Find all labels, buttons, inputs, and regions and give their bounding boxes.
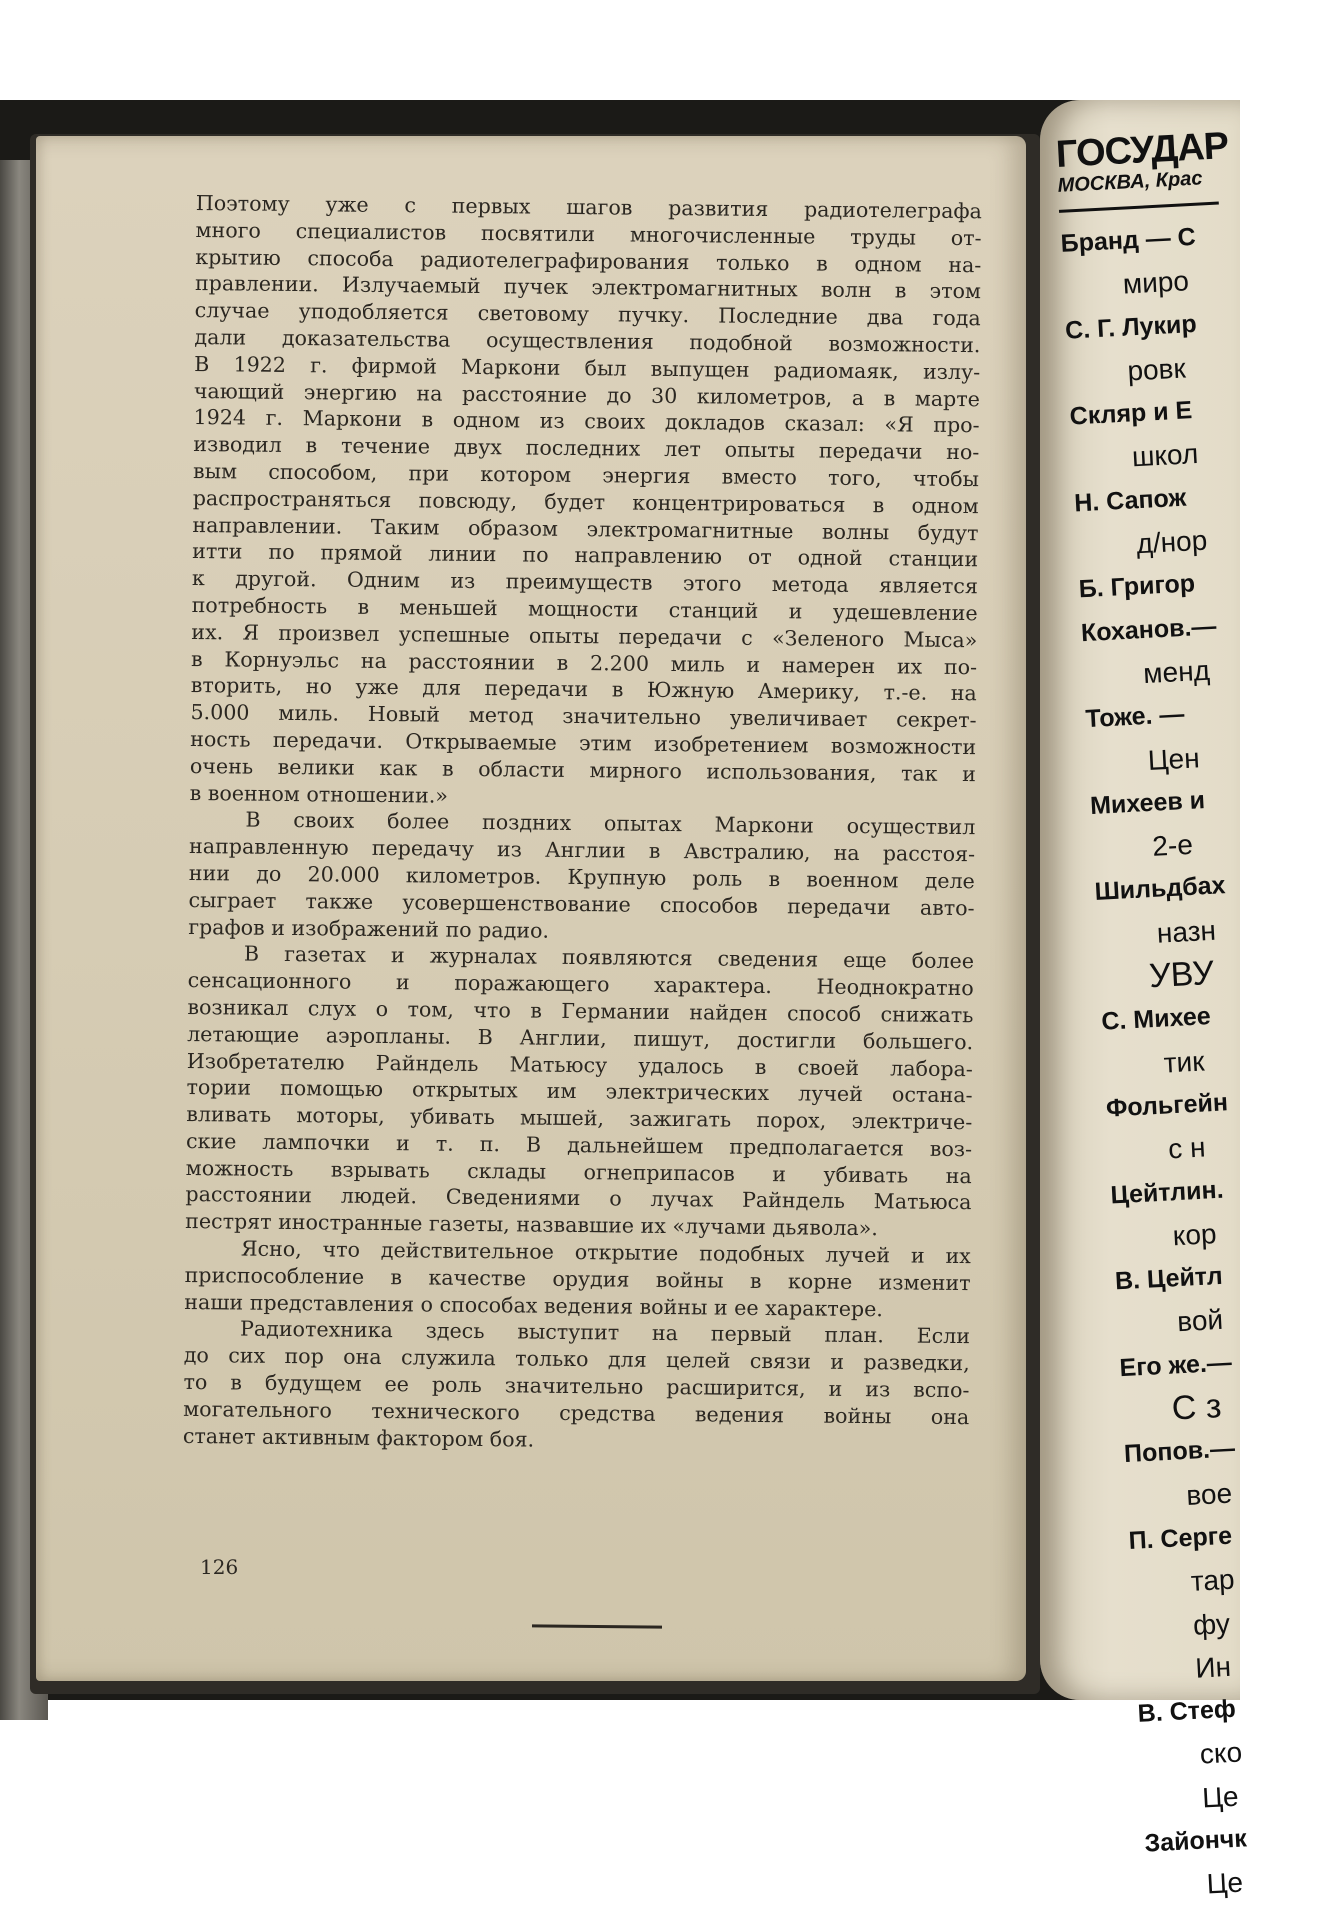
text-line: 5.000 миль. Новый метод значительно увеличивает секрет- xyxy=(190,700,977,733)
text-line: расстоянии людей. Сведениями о лучах Райндель Матьюса xyxy=(185,1182,972,1215)
ad-line: кор xyxy=(1171,1217,1218,1252)
text-line: ность передачи. Открываемые этим изобретением возможности xyxy=(190,726,977,760)
ad-line: Ин xyxy=(1194,1650,1232,1684)
text-line: итти по прямой линии по направлению от одной станции xyxy=(192,539,979,572)
ad-line: Его же.— xyxy=(1118,1348,1233,1383)
ad-line: Скляр и Е xyxy=(1069,396,1193,431)
text-line: в военном отношении.» xyxy=(189,780,449,808)
ad-line: тик xyxy=(1162,1045,1206,1079)
ad-line: вой xyxy=(1176,1304,1224,1338)
text-line: к другой. Одним из преимуществ этого метода является xyxy=(191,566,979,599)
text-line: крытию способа радиотелеграфирования только в одном на- xyxy=(195,244,982,277)
ad-header: ГОСУДАР xyxy=(1054,124,1230,176)
text-line: в Корнуэльс на расстоянии в 2.200 миль и намерен их по- xyxy=(190,646,978,679)
ad-line: Фольгейн xyxy=(1105,1088,1229,1123)
ad-line: Цен xyxy=(1147,741,1201,776)
ad-line: вое xyxy=(1185,1477,1233,1511)
ad-line: ско xyxy=(1199,1736,1243,1771)
text-line: графов и изображений по радио. xyxy=(188,914,550,943)
text-line: наши представления о способах ведения войны и ее характере. xyxy=(184,1289,884,1321)
text-line: много специалистов посвятили многочисленные труды от- xyxy=(195,217,982,251)
ad-line: Бранд — С xyxy=(1059,222,1197,258)
text-line: сыграет также усовершенствование способов передачи авто- xyxy=(188,887,975,920)
ad-line: Б. Григор xyxy=(1078,569,1196,604)
text-line: вливать моторы, убивать мышей, зажигать порох, электриче- xyxy=(186,1102,973,1135)
text-line: пестрят иностранные газеты, назвавшие их «лучами дьявола». xyxy=(185,1209,878,1241)
ad-line: С з xyxy=(1170,1387,1223,1428)
ad-subheader: МОСКВА, Крас xyxy=(1057,167,1203,197)
ad-line: Коханов.— xyxy=(1080,611,1218,647)
ad-line: школ xyxy=(1131,438,1200,473)
ad-line: С. Г. Лукир xyxy=(1064,309,1198,345)
text-line: вым способом, при котором энергия вместо того, чтобы xyxy=(192,458,980,492)
text-line: очень велики как в области мирного использования, так и xyxy=(189,753,977,786)
ad-line: тар xyxy=(1190,1563,1236,1598)
text-line: приспособление в качестве орудия войны в корне изменит xyxy=(184,1262,971,1296)
text-line: В 1922 г. фирмой Маркони был выпущен радиомаяк, излу- xyxy=(194,351,981,385)
page-text xyxy=(183,190,982,1458)
text-line: тории помощью открытых им электрических лучей остана- xyxy=(186,1075,973,1108)
text-line: дали доказательства осуществления подобной возможности. xyxy=(194,324,981,358)
ad-line: Тоже. — xyxy=(1084,700,1186,734)
ad-line: С. Михее xyxy=(1100,1002,1212,1037)
ad-divider xyxy=(1059,202,1219,213)
ad-line: П. Серге xyxy=(1127,1521,1233,1555)
ad-line: УВУ xyxy=(1148,953,1215,996)
text-line: правлении. Излучаемый пучек электромагнитных волн в этом xyxy=(194,271,982,304)
text-line: В своих более поздних опытах Маркони осуществил xyxy=(245,807,976,840)
text-line: Изобретателю Райндель Матьюсу удалось в своей лабора- xyxy=(186,1048,973,1081)
ad-line: Цейтлин. xyxy=(1109,1175,1225,1210)
text-line: распространяться повсюду, будет концентрироваться в одном xyxy=(192,485,979,518)
ad-line: Н. Сапож xyxy=(1073,483,1187,518)
ad-line: 2-е xyxy=(1151,828,1194,863)
ad-line: назн xyxy=(1156,914,1217,949)
text-line: направленную передачу из Англии в Австралию, на расстоя- xyxy=(189,834,976,867)
text-line: 1924 г. Маркони в одном из своих докладов сказал: «Я про- xyxy=(193,405,980,438)
ad-line: д/нор xyxy=(1135,524,1208,560)
ad-line: менд xyxy=(1142,654,1211,690)
text-line: нии до 20.000 километров. Крупную роль в военном деле xyxy=(188,860,975,894)
text-line: до сих пор она служила только для целей связи и разведки, xyxy=(183,1343,970,1376)
text-line: возникал слух о том, что в Германии найден способ снижать xyxy=(187,994,974,1028)
text-line: Ясно, что действительное открытие подобных лучей и их xyxy=(240,1236,972,1269)
text-line: могательного технического средства ведения войны она xyxy=(183,1396,970,1430)
text-line: то в будущем ее роль значительно расширится, и из вспо- xyxy=(183,1369,970,1403)
text-line: вторить, но уже для передачи в Южную Америку, т.-е. на xyxy=(190,673,977,706)
text-line: сенсационного и поражающего характера. Неоднократно xyxy=(187,968,974,1001)
text-line: В газетах и журналах появляются сведения еще более xyxy=(243,941,975,974)
ad-line: Шильдбах xyxy=(1093,871,1227,907)
text-line: их. Я произвел успешные опыты передачи с «Зеленого Мыса» xyxy=(191,619,978,652)
ad-line: Це xyxy=(1201,1780,1240,1814)
ad-line: ровк xyxy=(1126,352,1187,387)
text-line: потребность в меньшей мощности станций и удешевление xyxy=(191,592,978,626)
text-line: Поэтому уже с первых шагов развития радиотелеграфа xyxy=(195,190,982,224)
ad-line: фу xyxy=(1192,1607,1231,1641)
ad-line: Попов.— xyxy=(1123,1434,1236,1469)
ad-line: Зайончк xyxy=(1143,1824,1248,1858)
text-line: Радиотехника здесь выступит на первый план. Если xyxy=(239,1316,971,1349)
text-line: случае уподобляется световому пучку. Последние два года xyxy=(194,298,981,331)
text-line: изводил в течение двух последних лет опыты передачи но- xyxy=(193,432,980,465)
ad-line: Михеев и xyxy=(1089,785,1206,820)
ad-line: Це xyxy=(1205,1866,1244,1900)
ad-line: миро xyxy=(1122,265,1190,300)
ad-line: В. Стеф xyxy=(1137,1694,1237,1728)
text-line: станет активным фактором боя. xyxy=(182,1423,535,1452)
ad-line: с н xyxy=(1167,1131,1207,1165)
text-line: чающий энергию на расстояние до 30 километров, а в марте xyxy=(193,378,980,411)
ad-line: В. Цейтл xyxy=(1114,1261,1224,1296)
text-line: ские лампочки и т. п. В дальнейшем предполагается воз- xyxy=(185,1128,973,1162)
text-line: направлении. Таким образом электромагнитные волны будут xyxy=(192,512,979,545)
page-number: 126 xyxy=(200,1555,239,1579)
text-line: летающие аэропланы. В Англии, пишут, достигли большего. xyxy=(187,1021,974,1054)
text-line: можность взрывать склады огнеприпасов и убивать на xyxy=(185,1155,972,1188)
